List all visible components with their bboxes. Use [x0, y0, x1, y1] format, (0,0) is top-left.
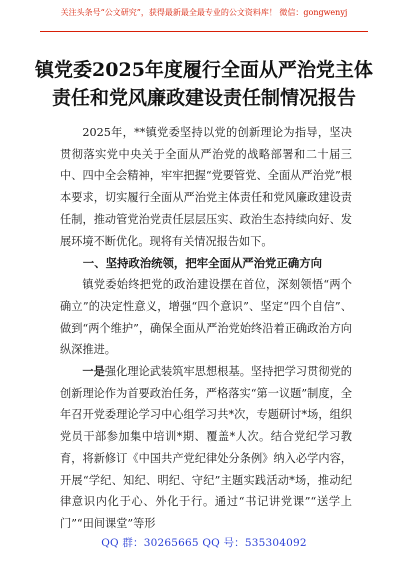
title-line-1: 镇党委2025年度履行全面从严治党主体: [35, 59, 373, 81]
document-body: [60, 122, 352, 535]
point-1-paragraph: [60, 361, 352, 535]
point-1-text: 强化理论武装筑牢思想根基。坚持把学习贯彻党的创新理论作为首要政治任务，严格落实“第一议题”制度，全年召开党委理论学习中心组学习共*次，专题研讨*场，组织党员干部参加集中培训*期、覆盖*人次。结合党纪学习教育，将新修订《中国共产党纪律处分条例》纳入必学内容，开展“学纪、知纪、明纪、守纪”主题实践活动*场，推动纪律意识内化于心、外化于行。通过“书记讲党课”“送学上门”“田间课堂”等形: [60, 365, 352, 530]
header-promo-text: 关注头条号“公文研究”，获得最新最全最专业的公文资料库！ 微信：gongwenyj: [60, 8, 348, 17]
section-1-paragraph: 镇党委始终把党的政治建设摆在首位，深刻领悟“两个确立”的决定性意义，增强“四个意识”、坚定“四个自信”、做到“两个维护”，确保全面从严治党始终沿着正确政治方向纵深推进。: [60, 278, 352, 357]
section-1-heading: 一、坚持政治统领，把牢全面从严治党正确方向: [82, 256, 323, 271]
title-line-2: 责任和党风廉政建设责任制情况报告: [51, 87, 356, 109]
intro-paragraph: 2025年，**镇党委坚持以党的创新理论为指导，坚决贯彻落实党中央关于全面从严治党的战略部署和二十届三中、四中全会精神，牢牢把握“党要管党、全面从严治党”根本要求，切实履行全面从严治党主体责任和党风廉政建设责任制，推动管党治党责任层层压实、政治生态持续向好、发展环境不断优化。现将有关情况报告如下。: [60, 126, 352, 248]
footer-contact-text: QQ 群：30265665 QQ 号：535304092: [101, 537, 307, 549]
page-header: [0, 8, 408, 18]
point-1-lead: 一是: [82, 364, 105, 379]
page-footer: [0, 536, 408, 550]
document-title: [30, 56, 378, 112]
header-divider: [40, 31, 368, 32]
